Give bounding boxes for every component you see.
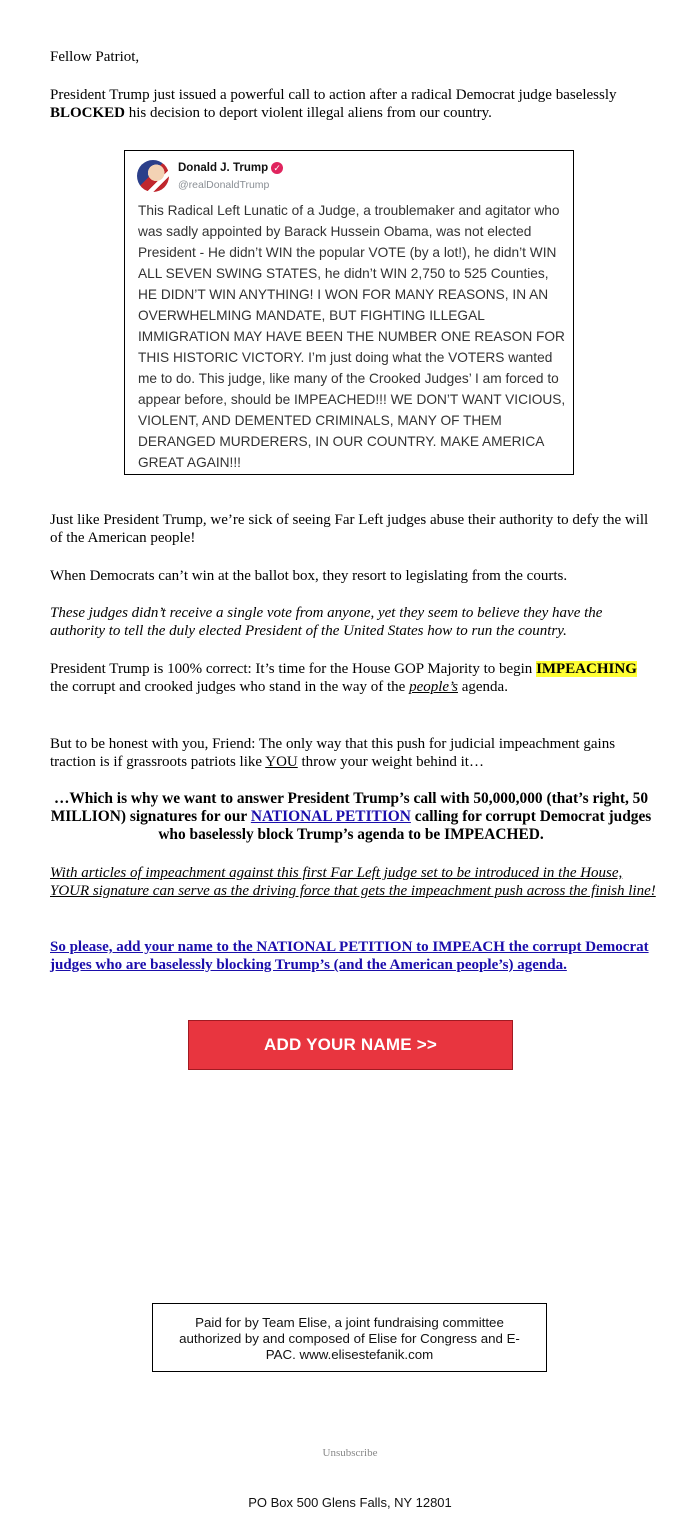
paragraph-articles: With articles of impeachment against this first Far Left judge set to be introduced in the House, YOUR signature can serve as the driving force that gets the impeachment push across the finish line! (50, 865, 656, 899)
post-text: This Radical Left Lunatic of a Judge, a troublemaker and agitator who was sadly appointed by Barack Hussein Obama, was not elected President - He didn’t WIN the popular VOTE (by a lot!), he didn’t WIN ALL SEVEN SWING STATES, he didn’t WIN 2,750 to 525 Counties, HE DIDN’T WIN ANYTHING! I WON FOR MANY REASONS, IN AN OVERWHELMING MANDATE, BUT FIGHTING ILLEGAL IMMIGRATION MAY HAVE BEEN THE NUMBER ONE REASON FOR THIS HISTORIC VICTORY. I’m just doing what the VOTERS wanted me to do. This judge, like many of the Crooked Judges’ I am forced to appear before, should be IMPEACHED!!! WE DON’T WANT VICIOUS, VIOLENT, AND DEMENTED CRIMINALS, MANY OF THEM DERANGED MURDERERS, IN OUR COUNTRY. MAKE AMERICA GREAT AGAIN!!! (138, 203, 566, 470)
post-author: Donald J. Trump ✓ (178, 162, 283, 174)
blocked-emphasis: BLOCKED (50, 105, 126, 121)
greeting: Fellow Patriot, (50, 49, 140, 65)
post-handle: @realDonaldTrump (178, 179, 270, 191)
paragraph-impeaching: President Trump is 100% correct: It’s time for the House GOP Majority to begin IMPEACHING the corrupt and crooked judges who stand in the way of the people’s agenda. (50, 661, 637, 695)
paragraph-add-name (50, 938, 656, 974)
paragraph-no-vote: These judges didn’t receive a single vote from anyone, yet they seem to believe they have the authority to tell the duly elected President of the United States how to run the country. (50, 605, 603, 639)
paragraph-ballot-box: When Democrats can’t win at the ballot box, they resort to legislating from the courts. (50, 568, 568, 584)
avatar (137, 160, 169, 192)
paragraph-grassroots: But to be honest with you, Friend: The only way that this push for judicial impeachment gains traction is if grassroots patriots like YOU throw your weight behind it… (50, 736, 616, 770)
you-emphasis: YOU (265, 754, 298, 770)
national-petition-link[interactable]: NATIONAL PETITION (250, 808, 411, 825)
intro-paragraph: President Trump just issued a powerful call to action after a radical Democrat judge baselessly BLOCKED his decision to deport violent illegal aliens from our country. (50, 87, 617, 121)
verified-badge-icon: ✓ (271, 162, 283, 174)
paid-for-disclaimer: Paid for by Team Elise, a joint fundraising committee authorized by and composed of Elise for Congress and E-PAC. www.elisestefanik.com (152, 1303, 547, 1372)
impeaching-highlight: IMPEACHING (536, 661, 637, 677)
mailing-address: PO Box 500 Glens Falls, NY 12801 (248, 1495, 452, 1510)
unsubscribe-link[interactable]: Unsubscribe (322, 1447, 378, 1459)
add-name-petition-link[interactable]: So please, add your name to the NATIONAL PETITION to IMPEACH the corrupt Democrat judges who are baselessly blocking Trump’s (and the American people’s) agenda. (50, 939, 649, 973)
embedded-post (124, 150, 574, 475)
paragraph-far-left-judges: Just like President Trump, we’re sick of seeing Far Left judges abuse their authority to defy the will of the American people! (50, 512, 649, 546)
paragraph-50-million: …Which is why we want to answer President Trump’s call with 50,000,000 (that’s right, 50 MILLION) signatures for our NATIONAL PETITION calling for corrupt Democrat judges who baselessly block Trump’s agenda to be IMPEACHED. (50, 790, 652, 843)
add-your-name-button[interactable]: ADD YOUR NAME >> (188, 1020, 513, 1070)
